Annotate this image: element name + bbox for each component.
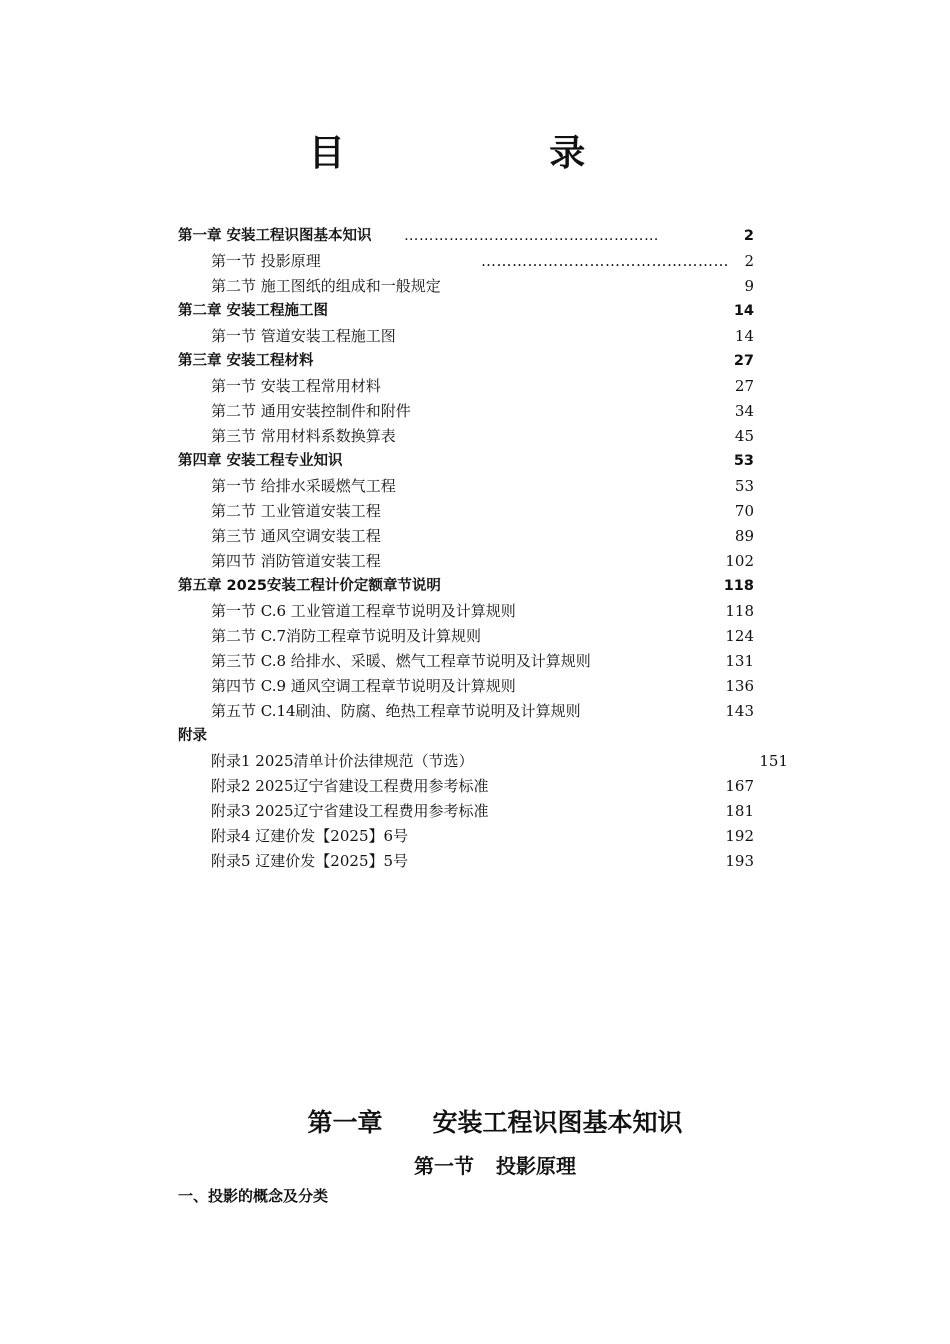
- toc-entry-label: 第一节 给排水采暖燃气工程: [211, 477, 396, 495]
- toc-section-entry[interactable]: [178, 499, 798, 524]
- toc-entry-label: 第三节 常用材料系数换算表: [211, 427, 396, 445]
- toc-entry-label: 第一章 安装工程识图基本知识: [178, 228, 372, 244]
- toc-entry-label: 第三节 C.8 给排水、采暖、燃气工程章节说明及计算规则: [211, 652, 591, 670]
- toc-page-number: 102: [725, 552, 754, 570]
- toc-entry-label: 附录2 2025辽宁省建设工程费用参考标准: [211, 777, 489, 795]
- toc-page-number: 70: [734, 502, 754, 520]
- toc-section-entry[interactable]: [178, 549, 798, 574]
- toc-page-number: 143: [725, 702, 754, 720]
- toc-section-entry[interactable]: [178, 849, 798, 874]
- toc-page-number: 89: [734, 527, 754, 545]
- chapter-title: 安装工程识图基本知识: [432, 1108, 683, 1137]
- toc-page-number: 118: [725, 602, 754, 620]
- toc-section-entry[interactable]: [178, 274, 798, 299]
- toc-title: 目 录: [308, 133, 682, 174]
- toc-section-entry[interactable]: [178, 399, 798, 424]
- toc-entry-label: 第二节 C.7消防工程章节说明及计算规则: [211, 627, 482, 645]
- toc-page-number: 27: [734, 377, 754, 395]
- toc-page-number: 53: [734, 477, 754, 495]
- section-title: 投影原理: [496, 1154, 576, 1178]
- toc-entry-label: 第五章 2025安装工程计价定额章节说明: [178, 578, 441, 594]
- toc-section-entry[interactable]: [178, 524, 798, 549]
- toc-entry-label: 第三节 通风空调安装工程: [211, 527, 381, 545]
- toc-chapter-entry[interactable]: [178, 299, 798, 324]
- toc-entry-label: 附录5 辽建价发【2025】5号: [211, 852, 409, 870]
- toc-page-number: 53: [733, 453, 754, 469]
- toc-entry-label: 附录3 2025辽宁省建设工程费用参考标准: [211, 802, 489, 820]
- toc-section-entry[interactable]: [178, 824, 798, 849]
- toc-entry-label: 附录4 辽建价发【2025】6号: [211, 827, 409, 845]
- toc-page-number: 124: [725, 627, 754, 645]
- toc-page-number: 14: [734, 327, 754, 345]
- toc-section-entry[interactable]: [178, 799, 798, 824]
- toc-entry-label: 第一节 C.6 工业管道工程章节说明及计算规则: [211, 602, 516, 620]
- toc-page-number: 151: [759, 752, 788, 770]
- toc-section-entry[interactable]: [178, 424, 798, 449]
- toc-page-number: 27: [733, 353, 754, 369]
- chapter-heading: [0, 1103, 950, 1139]
- toc-page-number: 45: [734, 427, 754, 445]
- toc-entry-label: 第一节 管道安装工程施工图: [211, 327, 396, 345]
- toc-page-number: 167: [725, 777, 754, 795]
- toc-chapter-entry[interactable]: [178, 349, 798, 374]
- toc-section-entry[interactable]: [178, 474, 798, 499]
- toc-page-number: 14: [733, 303, 754, 319]
- toc-page-number: 9: [744, 277, 754, 295]
- toc-section-entry[interactable]: [178, 324, 798, 349]
- toc-section-entry[interactable]: [178, 374, 798, 399]
- toc-section-entry[interactable]: [178, 774, 798, 799]
- toc-page-number: 34: [734, 402, 754, 420]
- section-number: 第一节: [414, 1154, 474, 1178]
- toc-entry-label: 第五节 C.14刷油、防腐、绝热工程章节说明及计算规则: [211, 702, 581, 720]
- toc-chapter-entry[interactable]: [178, 449, 798, 474]
- toc-entry-label: 附录: [178, 728, 207, 744]
- toc-section-entry[interactable]: [178, 624, 798, 649]
- toc-page-number: 118: [723, 578, 754, 594]
- toc-page-number: 136: [725, 677, 754, 695]
- toc-chapter-entry[interactable]: [178, 724, 798, 749]
- toc-section-entry[interactable]: [178, 699, 798, 724]
- toc-leader-dots: …………………………………………: [481, 252, 729, 270]
- toc-chapter-entry[interactable]: [178, 574, 798, 599]
- toc-entry-label: 第二节 通用安装控制件和附件: [211, 402, 411, 420]
- toc-entry-label: 附录1 2025清单计价法律规范（节选）: [211, 752, 474, 770]
- toc-section-entry[interactable]: [178, 249, 798, 274]
- chapter-number: 第一章: [307, 1108, 383, 1137]
- toc-entry-label: 第四节 C.9 通风空调工程章节说明及计算规则: [211, 677, 516, 695]
- toc-section-entry[interactable]: [178, 749, 798, 774]
- toc-entry-label: 第一节 投影原理: [211, 252, 321, 270]
- toc-leader-dots: ……………………………………………: [404, 228, 659, 244]
- toc-section-entry[interactable]: [178, 599, 798, 624]
- section-heading: [0, 1150, 950, 1179]
- toc-entry-label: 第四章 安装工程专业知识: [178, 453, 343, 469]
- toc-page-number: 193: [725, 852, 754, 870]
- toc-entry-label: 第二节 施工图纸的组成和一般规定: [211, 277, 441, 295]
- toc-entry-label: 第二章 安装工程施工图: [178, 303, 329, 319]
- toc-page-number: 131: [725, 652, 754, 670]
- table-of-contents: [178, 224, 798, 874]
- toc-page-number: 192: [725, 827, 754, 845]
- toc-entry-label: 第二节 工业管道安装工程: [211, 502, 381, 520]
- toc-page-number: 181: [725, 802, 754, 820]
- toc-page-number: 2: [744, 252, 754, 270]
- toc-entry-label: 第三章 安装工程材料: [178, 353, 314, 369]
- toc-section-entry[interactable]: [178, 674, 798, 699]
- subheading: 一、投影的概念及分类: [178, 1187, 329, 1205]
- toc-entry-label: 第一节 安装工程常用材料: [211, 377, 381, 395]
- toc-entry-label: 第四节 消防管道安装工程: [211, 552, 381, 570]
- toc-section-entry[interactable]: [178, 649, 798, 674]
- toc-page-number: 2: [743, 228, 754, 244]
- toc-chapter-entry[interactable]: [178, 224, 798, 249]
